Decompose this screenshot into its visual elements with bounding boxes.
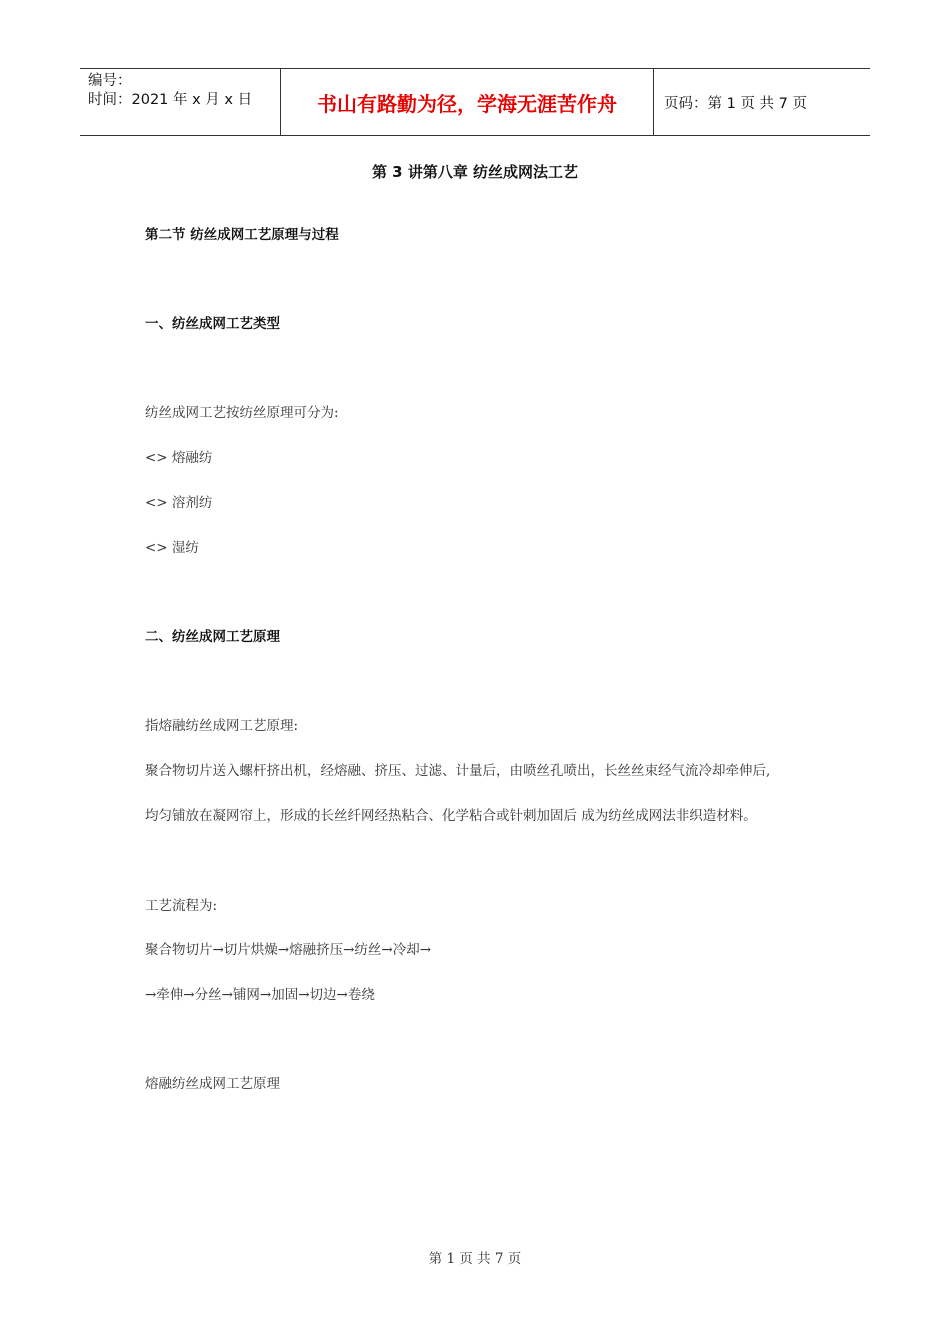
document-header xyxy=(80,68,870,136)
closing-caption: 熔融纺丝成网工艺原理 xyxy=(145,1076,280,1092)
heading-principle: 二、纺丝成网工艺原理 xyxy=(145,629,280,645)
heading-types: 一、纺丝成网工艺类型 xyxy=(145,316,280,332)
header-time-label: 时间：2021 年 x 月 x 日 xyxy=(88,92,253,108)
list-item-melt-spinning: <> 熔融纺 xyxy=(145,450,213,466)
document-title: 第 3 讲第八章 纺丝成网法工艺 xyxy=(371,163,579,181)
page-footer: 第 1 页 共 7 页 xyxy=(428,1251,522,1267)
header-motto: 书山有路勤为径，学海无涯苦作舟 xyxy=(281,69,654,135)
process-flow-line-1: 聚合物切片→切片烘燥→熔融挤压→纺丝→冷却→ xyxy=(145,942,432,958)
list-item-wet-spinning: <> 湿纺 xyxy=(145,540,199,556)
list-item-solvent-spinning: <> 溶剂纺 xyxy=(145,495,213,511)
process-flow-line-2: →牵伸→分丝→铺网→加固→切边→卷绕 xyxy=(145,987,375,1003)
header-meta-cell xyxy=(80,69,281,135)
section-heading: 第二节 纺丝成网工艺原理与过程 xyxy=(145,227,339,243)
process-flow-label: 工艺流程为: xyxy=(145,898,218,914)
header-number-label: 编号： xyxy=(88,73,132,89)
header-page-info: 页码：第 1 页 共 7 页 xyxy=(664,95,807,112)
principle-intro: 指熔融纺丝成网工艺原理: xyxy=(145,718,299,734)
principle-paragraph-line-1: 聚合物切片送入螺杆挤出机，经熔融、挤压、过滤、计量后，由喷丝孔喷出，长丝丝束经气流冷却牵伸后, xyxy=(145,763,771,779)
principle-paragraph-line-2: 均匀铺放在凝网帘上，形成的长丝纤网经热粘合、化学粘合或针刺加固后 成为纺丝成网法非织造材料。 xyxy=(145,808,757,824)
types-intro: 纺丝成网工艺按纺丝原理可分为: xyxy=(145,405,339,421)
